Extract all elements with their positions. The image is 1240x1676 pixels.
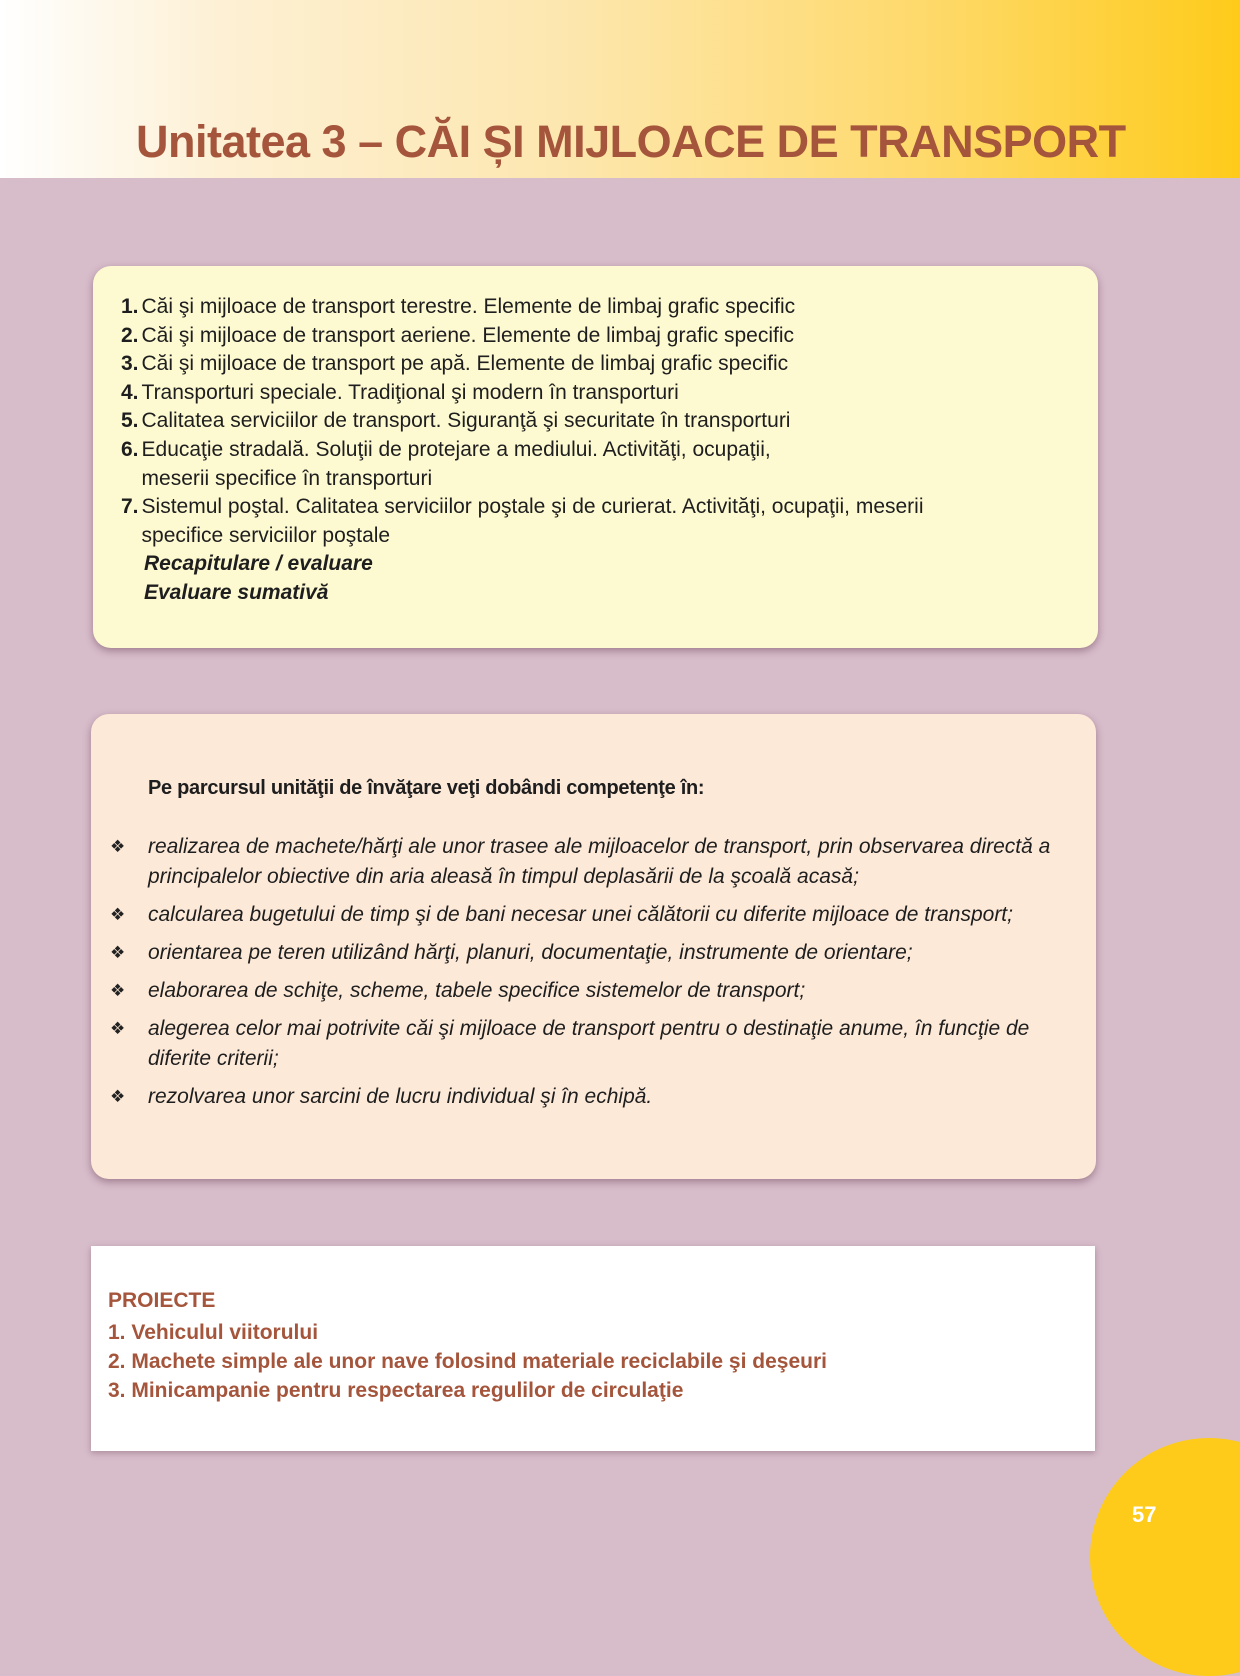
item-text: Căi şi mijloace de transport aeriene. Elemente de limbaj grafic specific <box>141 323 794 347</box>
evaluation-label: Evaluare sumativă <box>144 580 329 604</box>
diamond-bullet-icon: ❖ <box>110 1087 126 1106</box>
item-text: Căi şi mijloace de transport pe apă. Elemente de limbaj grafic specific <box>141 352 789 376</box>
item-text: Sistemul poştal. Calitatea serviciilor poştale şi de curierat. Activităţi, ocupaţii, meserii specifice serviciilor poştale <box>141 495 924 547</box>
diamond-bullet-icon: ❖ <box>110 943 126 962</box>
project-item: 2. Machete simple ale unor nave folosind materiale reciclabile şi deşeuri <box>108 1350 827 1373</box>
competences-list <box>110 832 1080 1120</box>
list-item <box>121 407 1081 436</box>
page-number: 57 <box>1132 1502 1157 1527</box>
projects-heading: PROIECTE <box>108 1289 216 1312</box>
page-number-badge <box>1090 1438 1240 1676</box>
diamond-bullet-icon: ❖ <box>110 981 126 1000</box>
item-number: 4. <box>121 380 139 404</box>
list-item <box>121 322 1081 351</box>
item-text: Educaţie stradală. Soluţii de protejare a mediului. Activităţi, ocupaţii, meserii specifice în transporturi <box>141 437 771 490</box>
competence-text: realizarea de machete/hărţi ale unor trasee ale mijloacelor de transport, prin observarea directă a principalelor obiective din aria aleasă în timpul deplasării de la şcoală acasă; <box>148 835 1051 888</box>
item-number: 5. <box>121 409 139 433</box>
list-item <box>121 436 841 493</box>
item-text: Transporturi speciale. Tradiţional şi modern în transporturi <box>141 380 679 404</box>
item-number: 7. <box>121 495 139 519</box>
diamond-bullet-icon: ❖ <box>110 1019 126 1038</box>
competences-intro: Pe parcursul unităţii de învăţare veţi dobândi competenţe în: <box>148 777 705 799</box>
item-text: Căi şi mijloace de transport terestre. Elemente de limbaj grafic specific <box>141 295 796 318</box>
project-item: 1. Vehiculul viitorului <box>108 1321 319 1344</box>
item-number: 3. <box>121 352 139 376</box>
unit-title: Unitatea 3 – CĂI ȘI MIJLOACE DE TRANSPORT <box>136 116 1126 167</box>
diamond-bullet-icon: ❖ <box>110 837 126 856</box>
list-item <box>110 832 1080 892</box>
list-item <box>121 379 1081 408</box>
contents-list <box>121 293 1081 608</box>
item-number: 6. <box>121 437 139 461</box>
list-item <box>110 900 1080 930</box>
diamond-bullet-icon: ❖ <box>110 905 126 924</box>
list-item <box>110 938 1080 968</box>
item-number: 2. <box>121 323 139 347</box>
list-item <box>110 1014 1080 1074</box>
projects-list <box>108 1318 827 1405</box>
competence-text: calcularea bugetului de timp şi de bani necesar unei călătorii cu diferite mijloace de transport; <box>148 903 1013 926</box>
recap-label: Recapitulare / evaluare <box>144 552 373 576</box>
header-banner <box>0 0 1240 178</box>
list-item <box>110 1082 1080 1112</box>
competence-text: alegerea celor mai potrivite căi şi mijloace de transport pentru o destinaţie anume, în funcţie de diferite criterii; <box>148 1017 1030 1070</box>
competence-text: orientarea pe teren utilizând hărţi, planuri, documentaţie, instrumente de orientare; <box>148 941 913 964</box>
list-item <box>121 293 1081 322</box>
list-item <box>110 976 1080 1006</box>
item-number: 1. <box>121 295 139 318</box>
list-item <box>121 493 1001 550</box>
project-item: 3. Minicampanie pentru respectarea regulilor de circulaţie <box>108 1379 684 1402</box>
list-item <box>121 350 1081 379</box>
competence-text: elaborarea de schiţe, scheme, tabele specifice sistemelor de transport; <box>148 979 806 1002</box>
item-text: Calitatea serviciilor de transport. Siguranţă şi securitate în transporturi <box>141 409 791 433</box>
competence-text: rezolvarea unor sarcini de lucru individual şi în echipă. <box>148 1085 653 1108</box>
